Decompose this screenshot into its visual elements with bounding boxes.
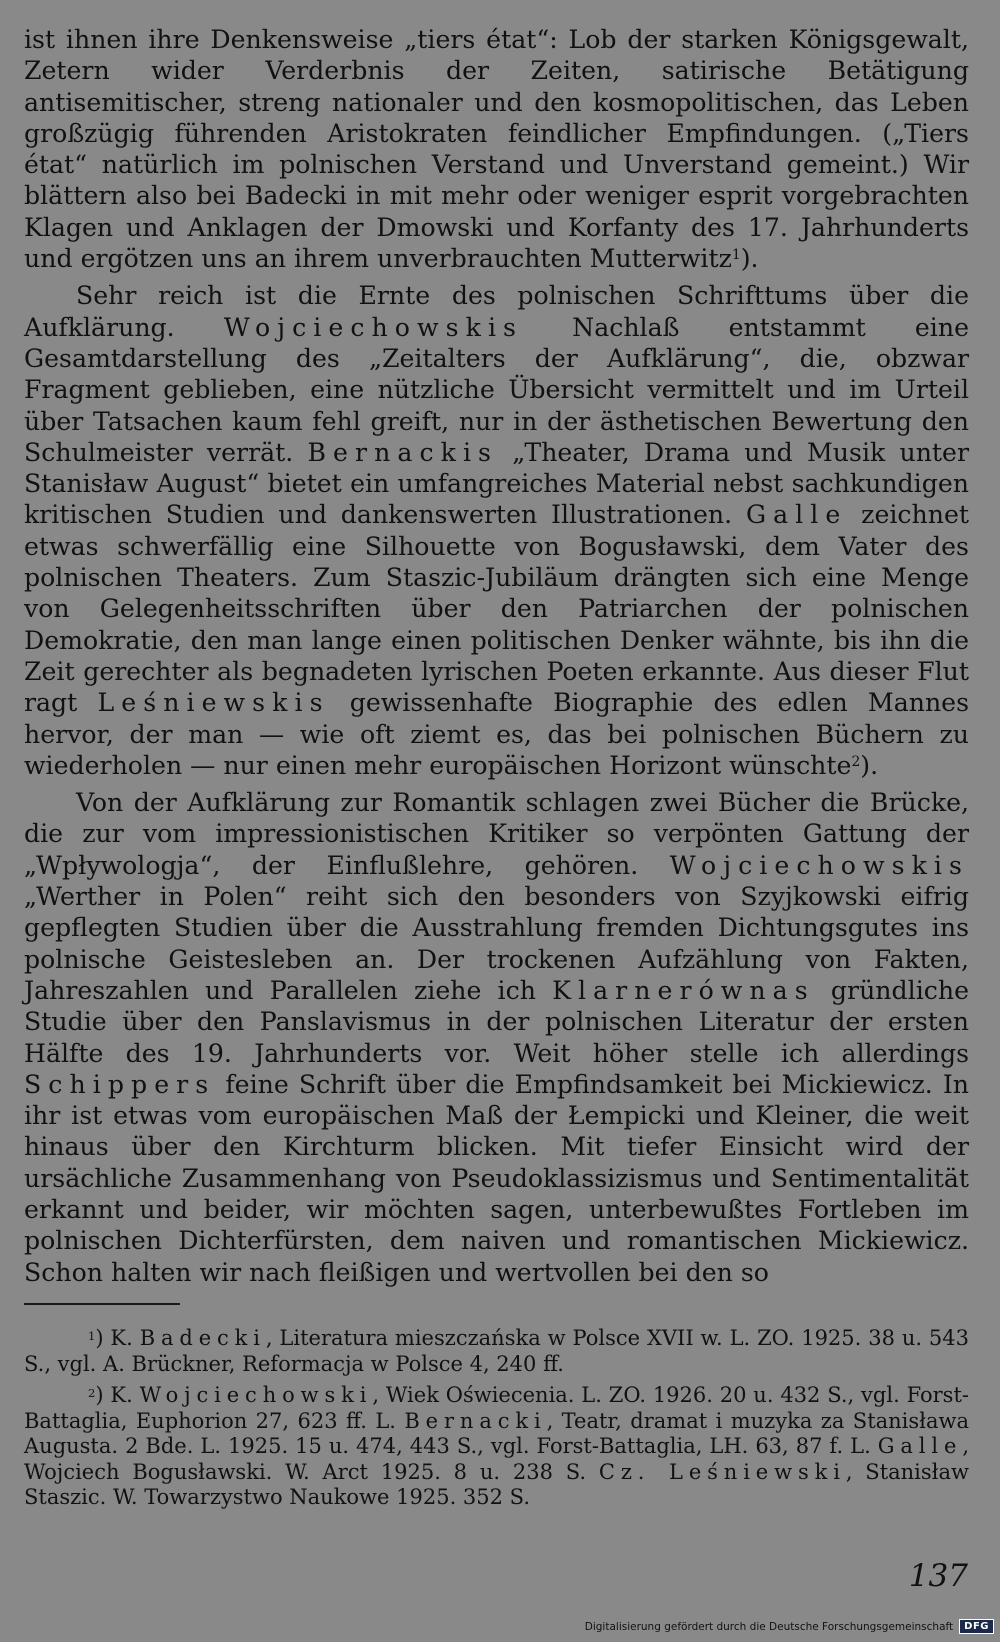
text-segment: , Literatura mieszczańska w Polsce XVII w. L. ZO. 1925. 38 u. 543 S., vgl. A. Brückner, Reformacja w Polsce 4, 240 ff. [24, 1326, 969, 1376]
text-segment: „Theater, Drama und Musik unter Stanisław August“ bietet ein umfangreiches Material nebst sachkundigen kritischen Studien und dankenswerten Illustrationen. [24, 437, 969, 530]
footnote-2 [24, 1383, 969, 1511]
author-name: Schippers [24, 1069, 216, 1099]
text-segment: ) K. [95, 1326, 140, 1350]
text-segment: , Stanisław Staszic. W. Towarzystwo Naukowe 1925. 352 S. [24, 1459, 969, 1509]
text-segment: zeichnet etwas schwerfällig eine Silhouette von Bogusławski, dem Vater des polnischen Theaters. Zum Staszic-Jubiläum drängten sich eine Menge von Gelegenheitsschriften über den Patriarchen der polnischen Demokratie, den man lange einen politischen Denker wähnte, bis ihn die Zeit gerechter als begnadeten lyrischen Poeten erkannte. Aus dieser Flut ragt [24, 500, 969, 718]
text-segment: Sehr reich ist die Ernte des polnischen Schrifttums über die Aufklärung. [24, 281, 969, 342]
author-name: Badecki [139, 1326, 266, 1350]
footnote-number: 2 [88, 1385, 96, 1400]
footnote-marker: 2 [851, 754, 861, 771]
author-name: Wojciechowskis [669, 850, 969, 880]
text-segment: ) K. [95, 1383, 140, 1407]
author-name: Bernacki [404, 1408, 547, 1433]
author-name: Cz. Leśniewski [598, 1459, 846, 1484]
text-segment: , Teatr, dramat i muzyka za Stanisława Augusta. 2 Bde. L. 1925. 15 u. 474, 443 S., vgl. Forst-Battaglia, LH. 63, 87 f. L. [24, 1408, 969, 1458]
author-name: Wojciechowski [139, 1383, 373, 1407]
footnote-1 [24, 1326, 969, 1377]
text-segment: ). [740, 244, 759, 274]
text-segment: ist ihnen ihre Denkensweise „tiers état“: Lob der starken Königsgewalt, Zetern wider Verderbnis der Zeiten, satirische Betätigung antisemitischer, streng nationaler und den kosmopolitischen, das Leben großzügig führenden Aristokraten feindlicher Empfindungen. („Tiers état“ natürlich im polnischen Verstand und Unverstand gemeint.) Wir blättern also bei Badecki in mit mehr oder weniger esprit vorgebrachten Klagen und Anklagen der Dmowski und Korfanty des 17. Jahrhunderts und ergötzen uns an ihrem unverbrauchten Mutterwitz [24, 25, 969, 274]
text-segment: ). [860, 750, 879, 780]
text-segment: , Wojciech Bogusławski. W. Arct 1925. 8 u. 238 S. [24, 1434, 969, 1484]
footnote-divider [24, 1303, 180, 1305]
author-name: Wojciechowskis [223, 312, 524, 342]
page-number: 137 [908, 1558, 968, 1594]
paragraph-3 [24, 787, 969, 1288]
paragraph-1 [24, 24, 969, 274]
paragraph-2 [24, 280, 969, 781]
author-name: Klarnerównas [552, 975, 815, 1005]
text-segment: , Wiek Oświecenia. L. ZO. 1926. 20 u. 432 S., vgl. Forst-Battaglia, Euphorion 27, 623 ff. L. [24, 1383, 969, 1433]
funding-notice [585, 1619, 994, 1634]
author-name: Galle [745, 500, 848, 530]
text-segment: Nachlaß entstammt eine Gesamtdarstellung des „Zeitalters der Aufklärung“, die, obzwar Fragment geblieben, eine nützliche Übersicht vermittelt und im Urteil über Tatsachen kaum fehl greift, nur in der ästhetischen Bewertung den Schulmeister verrät. [24, 312, 969, 467]
text-segment: gründliche Studie über den Panslavismus in der polnischen Literatur der ersten Hälfte des 19. Jahrhunderts vor. Weit höher stelle ich allerdings [24, 975, 969, 1068]
author-name: Galle [877, 1434, 963, 1458]
body-text [24, 24, 969, 1288]
dfg-logo: DFG [959, 1619, 994, 1634]
text-segment: feine Schrift über die Empfindsamkeit bei Mickiewicz. In ihr ist etwas vom europäischen Maß der Łempicki und Kleiner, die weit hinaus über den Kirchturm blicken. Mit tiefer Einsicht wird der ursächliche Zusammenhang von Pseudoklassizismus und Sentimentalität erkannt und beider, wir möchten sagen, unterbewußtes Fortleben im polnischen Dichterfürsten, dem naiven und romantischen Mickiewicz. Schon halten wir nach fleißigen und wertvollen bei den so [24, 1069, 969, 1287]
footnotes [24, 1326, 969, 1511]
funding-text: Digitalisierung gefördert durch die Deutsche Forschungsgemeinschaft [584, 1620, 954, 1633]
text-segment: gewissenhafte Biographie des edlen Mannes hervor, der man — wie oft ziemt es, das bei polnischen Büchern zu wiederholen — nur einen mehr europäischen Horizont wünschte [24, 688, 970, 780]
author-name: Bernackis [307, 437, 499, 467]
footnote-marker: 1 [731, 247, 741, 264]
text-segment: Von der Aufklärung zur Romantik schlagen zwei Bücher die Brücke, die zur vom impressionistischen Kritiker so verpönten Gattung der „Wpływologja“, der Einflußlehre, gehören. [24, 788, 969, 880]
text-segment: „Werther in Polen“ reiht sich den besonders von Szyjkowski eifrig gepflegten Studien über die Ausstrahlung fremden Dichtungsgutes ins polnische Geistesleben an. Der trockenen Aufzählung von Fakten, Jahreszahlen und Parallelen ziehe ich [24, 882, 969, 1005]
author-name: Leśniewskis [97, 688, 330, 718]
footnote-number: 1 [88, 1328, 96, 1343]
